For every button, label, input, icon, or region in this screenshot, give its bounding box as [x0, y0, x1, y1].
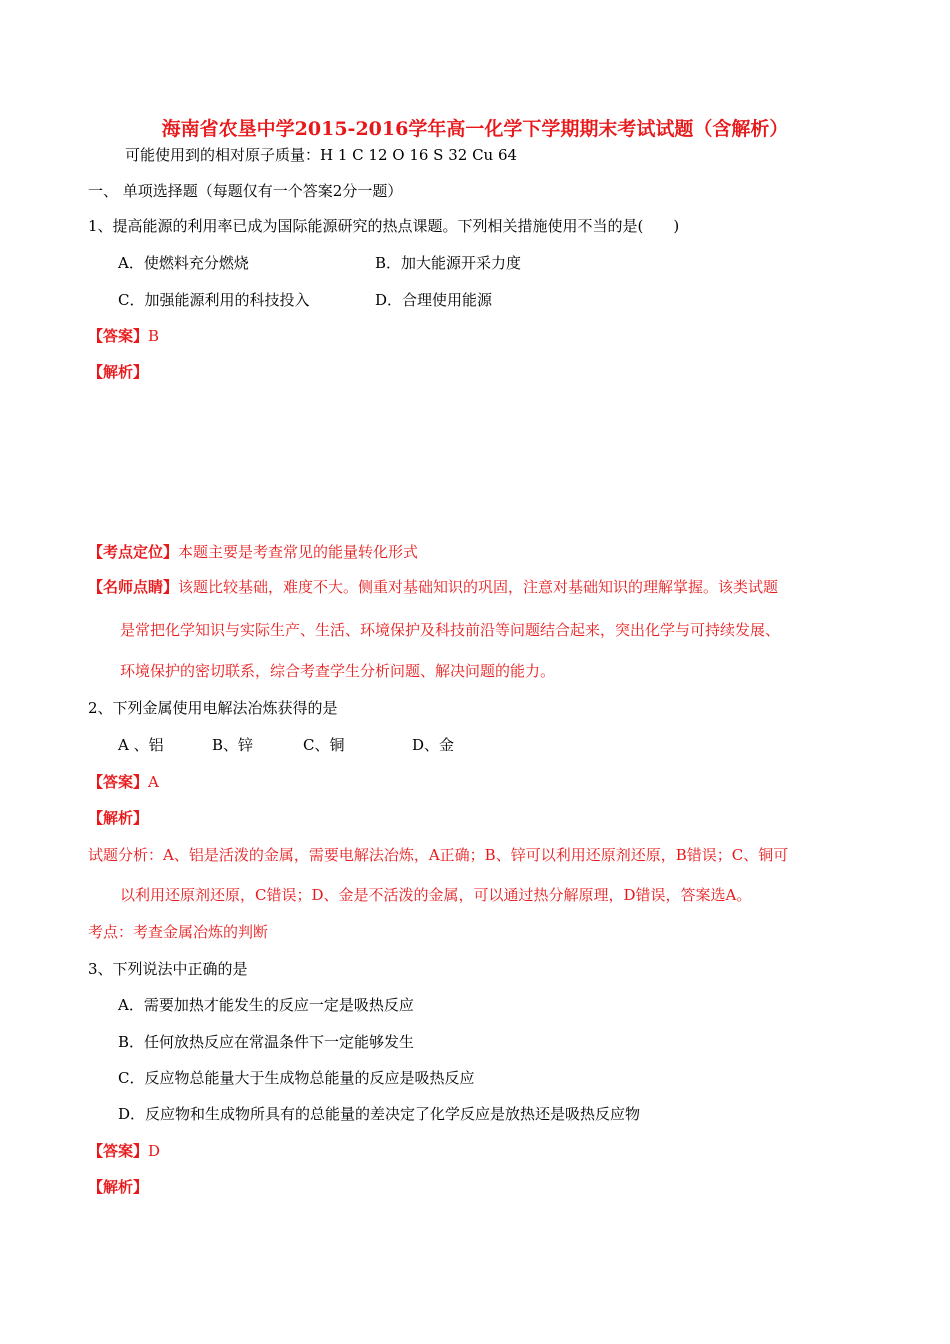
q3-answer [88, 1141, 160, 1161]
q3-answer-value: D [148, 1142, 161, 1160]
q3-option-d: D．反应物和生成物所具有的总能量的差决定了化学反应是放热还是吸热反应物 [118, 1105, 641, 1123]
q2-analysis-label [88, 808, 148, 828]
q3-stem: 3、下列说法中正确的是 [88, 960, 248, 978]
q1-dianjing-line-3: 环境保护的密切联系，综合考查学生分析问题、解决问题的能力。 [120, 662, 556, 680]
q2-stem: 2、下列金属使用电解法冶炼获得的是 [88, 699, 338, 717]
q2-option-d: D、金 [412, 736, 455, 754]
q1-option-d: D．合理使用能源 [375, 291, 493, 309]
q1-kaodian-text: 本题主要是考查常见的能量转化形式 [178, 543, 419, 561]
q1-analysis-label [88, 362, 148, 382]
analysis-label: 【解析】 [88, 363, 149, 381]
q3-analysis-label [88, 1177, 148, 1197]
analysis-label: 【解析】 [88, 809, 149, 827]
analysis-label: 【解析】 [88, 1178, 149, 1196]
q2-answer [88, 772, 159, 792]
q2-option-b: B、锌 [212, 736, 254, 754]
q1-dianjing [88, 577, 778, 597]
answer-label: 【答案】 [88, 1142, 149, 1160]
q2-analysis-line-2: 以利用还原剂还原，C错误；D、金是不活泼的金属，可以通过热分解原理，D错误，答案选A。 [120, 886, 752, 904]
q1-dianjing-line-2: 是常把化学知识与实际生产、生活、环境保护及科技前沿等问题结合起来，突出化学与可持续发展、 [120, 621, 781, 639]
q1-option-a: A．使燃料充分燃烧 [118, 254, 249, 272]
section-heading: 一、 单项选择题（每题仅有一个答案2分一题） [88, 182, 403, 200]
q2-option-a: A 、铝 [118, 736, 164, 754]
document-title: 海南省农垦中学2015-2016学年高一化学下学期期末考试试题（含解析） [161, 118, 789, 140]
kaodian-label: 【考点定位】 [88, 543, 179, 561]
q1-kaodian [88, 542, 418, 562]
answer-label: 【答案】 [88, 773, 149, 791]
q1-answer [88, 326, 159, 346]
q2-answer-value: A [148, 773, 159, 791]
q1-answer-value: B [148, 327, 160, 345]
q1-dianjing-line-1: 该题比较基础，难度不大。侧重对基础知识的巩固，注意对基础知识的理解掌握。该类试题 [178, 578, 779, 596]
q2-kaodian: 考点：考查金属冶炼的判断 [88, 923, 269, 941]
q1-stem: 1、提高能源的利用率已成为国际能源研究的热点课题。下列相关措施使用不当的是( ) [88, 217, 680, 235]
dianjing-label: 【名师点睛】 [88, 578, 179, 596]
q2-analysis-line-1: 试题分析：A、铝是活泼的金属，需要电解法冶炼，A正确；B、锌可以利用还原剂还原，B错误；C、铜可 [88, 846, 789, 864]
q3-option-a: A．需要加热才能发生的反应一定是吸热反应 [118, 996, 414, 1014]
q3-option-c: C．反应物总能量大于生成物总能量的反应是吸热反应 [118, 1069, 475, 1087]
answer-label: 【答案】 [88, 327, 149, 345]
atomic-mass-line: 可能使用到的相对原子质量：H 1 C 12 O 16 S 32 Cu 64 [125, 146, 518, 164]
q1-option-b: B．加大能源开采力度 [375, 254, 522, 272]
q1-option-c: C．加强能源利用的科技投入 [118, 291, 310, 309]
q3-option-b: B．任何放热反应在常温条件下一定能够发生 [118, 1033, 415, 1051]
q2-option-c: C、铜 [303, 736, 345, 754]
